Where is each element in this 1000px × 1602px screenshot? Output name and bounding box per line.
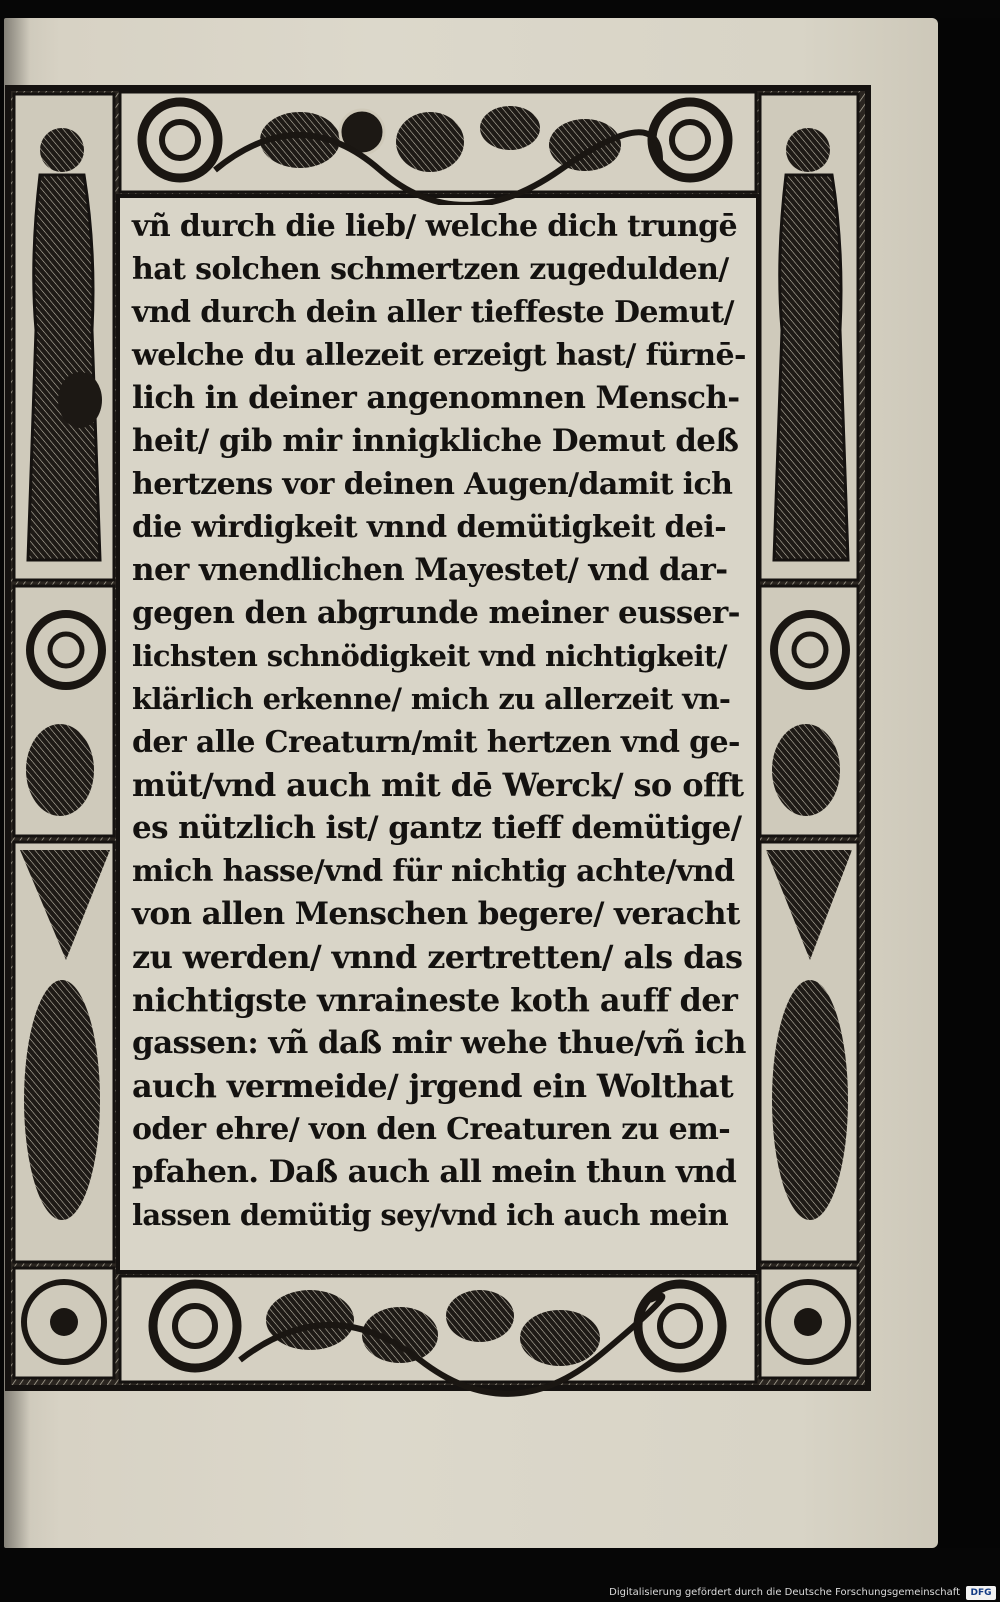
text-line: lassen demütig sey/vnd ich auch mein: [132, 1198, 729, 1232]
text-line: lichsten schnödigkeit vnd nichtigkeit/: [132, 639, 727, 673]
text-line: zu werden/ vnnd zertretten/ als das: [132, 938, 743, 976]
flower-rosette-left-icon: [14, 1268, 114, 1378]
text-line: auch vermeide/ jrgend ein Wolthat: [132, 1067, 734, 1105]
bird-ornament-right-icon: [760, 842, 858, 1262]
text-line: gassen: vñ daß mir wehe thue/vñ ich: [132, 1025, 746, 1061]
flower-rosette-right-icon: [760, 1268, 858, 1378]
woman-figure-right-icon: [760, 94, 858, 580]
text-line: müt/vnd auch mit dē Werck/ so offt: [132, 766, 744, 804]
text-line: gegen den abgrunde meiner eusser-: [132, 595, 740, 631]
dfg-logo: DFG: [966, 1586, 996, 1600]
text-line: von allen Menschen begere/ veracht: [132, 896, 740, 932]
text-line: welche du allezeit erzeigt hast/ fürnē-: [132, 338, 746, 373]
text-line: klärlich erkenne/ mich zu allerzeit vn-: [132, 682, 731, 716]
text-line: pfahen. Daß auch all mein thun vnd: [132, 1154, 737, 1190]
text-line: heit/ gib mir innigkliche Demut deß: [132, 423, 739, 459]
text-line: vñ durch die lieb/ welche dich trungē: [132, 209, 737, 244]
text-line: mich hasse/vnd für nichtig achte/vnd: [132, 854, 735, 889]
text-line: oder ehre/ von den Creaturen zu em-: [132, 1112, 731, 1147]
bird-ornament-left-icon: [14, 842, 114, 1262]
text-line: ner vnendlichen Mayestet/ vnd dar-: [132, 552, 728, 588]
scroll-ornament-left-icon: [14, 586, 114, 836]
text-line: es nützlich ist/ gantz tieff demütige/: [132, 810, 742, 846]
text-line: die wirdigkeit vnnd demütigkeit dei-: [132, 510, 727, 545]
text-line: hat solchen schmertzen zugedulden/: [132, 252, 729, 287]
fruit-garland-bottom-icon: [120, 1276, 756, 1394]
text-block: [124, 205, 752, 1265]
woman-figure-left-icon: [14, 94, 114, 580]
text-line: der alle Creaturn/mit hertzen vnd ge-: [132, 725, 740, 760]
text-line: hertzens vor deinen Augen/damit ich: [132, 467, 733, 502]
text-line: nichtigste vnraineste koth auff der: [132, 981, 738, 1019]
fruit-garland-top-icon: [120, 92, 756, 205]
text-line: vnd durch dein aller tieffeste Demut/: [132, 295, 734, 330]
scroll-ornament-right-icon: [760, 586, 858, 836]
footer-caption: Digitalisierung gefördert durch die Deutsche Forschungsgemeinschaft: [609, 1587, 960, 1598]
text-line: lich in deiner angenomnen Mensch-: [132, 380, 740, 416]
